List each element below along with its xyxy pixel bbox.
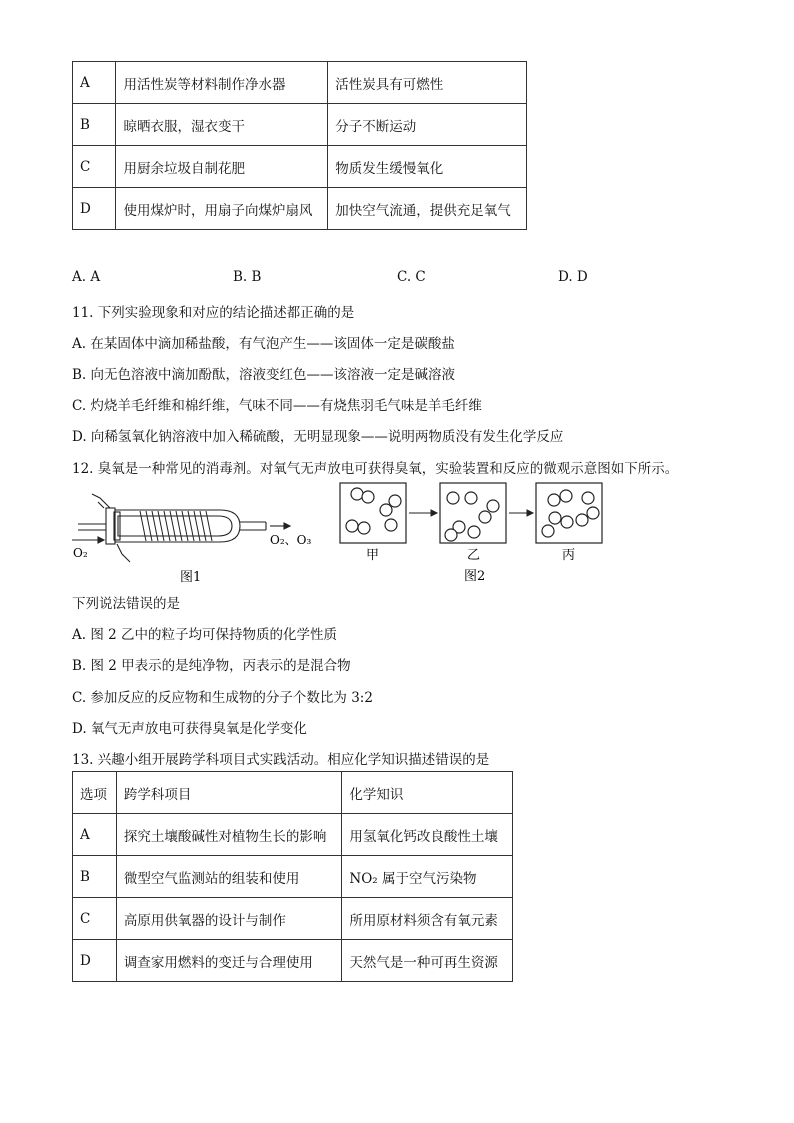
q11-option-c[interactable]: C. 灼烧羊毛纤维和棉纤维，气味不同——有烧焦羽毛气味是羊毛纤维 xyxy=(72,398,482,414)
table-row xyxy=(73,62,527,104)
q11-option-d[interactable]: D. 向稀氢氧化钠溶液中加入稀硫酸，无明显现象——说明两物质没有发生化学反应 xyxy=(72,429,564,445)
practice-cell: 用厨余垃圾自制花肥 xyxy=(116,146,328,188)
table-row xyxy=(73,146,527,188)
ozone-generator-figure xyxy=(70,490,320,590)
q12-option-a[interactable]: A. 图 2 乙中的粒子均可保持物质的化学性质 xyxy=(72,627,338,643)
table-row xyxy=(73,104,527,146)
reason-cell: 活性炭具有可燃性 xyxy=(328,62,527,104)
table-row xyxy=(73,814,513,856)
project-cell: 微型空气监测站的组装和使用 xyxy=(116,856,342,898)
option-label: C xyxy=(73,146,116,188)
q10-option-a[interactable]: A. A xyxy=(72,269,101,285)
q11-option-b[interactable]: B. 向无色溶液中滴加酚酞，溶液变红色——该溶液一定是碱溶液 xyxy=(72,367,456,383)
option-label: A xyxy=(73,814,117,856)
figure-1-caption: 图1 xyxy=(180,570,202,585)
outlet-label: O₂、O₃ xyxy=(270,533,312,547)
column-header: 选项 xyxy=(73,772,117,814)
option-label: D xyxy=(73,188,116,230)
q11-option-a[interactable]: A. 在某固体中滴加稀盐酸，有气泡产生——该固体一定是碳酸盐 xyxy=(72,336,455,352)
reason-cell: 加快空气流通，提供充足氧气 xyxy=(328,188,527,230)
option-label: B xyxy=(73,856,117,898)
box-jia xyxy=(340,483,406,543)
microscopic-diagram xyxy=(335,480,615,592)
practice-cell: 晾晒衣服，湿衣变干 xyxy=(116,104,328,146)
knowledge-cell: 天然气是一种可再生资源 xyxy=(342,940,513,982)
q13-table xyxy=(72,771,513,982)
table-row xyxy=(73,856,513,898)
label-bing: 丙 xyxy=(562,548,576,563)
q10-table xyxy=(72,61,527,230)
project-cell: 调查家用燃料的变迁与合理使用 xyxy=(116,940,342,982)
inlet-label: O₂ xyxy=(73,546,88,560)
figure-2-caption: 图2 xyxy=(464,569,486,584)
column-header: 跨学科项目 xyxy=(116,772,342,814)
table-row xyxy=(73,940,513,982)
q13-stem: 13. 兴趣小组开展跨学科项目式实践活动。相应化学知识描述错误的是 xyxy=(72,752,490,768)
table-row xyxy=(73,898,513,940)
knowledge-cell: NO₂ 属于空气污染物 xyxy=(342,856,513,898)
practice-cell: 用活性炭等材料制作净水器 xyxy=(116,62,328,104)
option-label: B xyxy=(73,104,116,146)
q12-option-d[interactable]: D. 氧气无声放电可获得臭氧是化学变化 xyxy=(72,721,307,737)
table-header-row xyxy=(73,772,513,814)
q10-option-c[interactable]: C. C xyxy=(397,269,426,285)
knowledge-cell: 用氢氧化钙改良酸性土壤 xyxy=(342,814,513,856)
q12-option-b[interactable]: B. 图 2 甲表示的是纯净物，丙表示的是混合物 xyxy=(72,658,351,674)
q12-question: 下列说法错误的是 xyxy=(72,596,180,612)
column-header: 化学知识 xyxy=(342,772,513,814)
option-label: A xyxy=(73,62,116,104)
project-cell: 探究土壤酸碱性对植物生长的影响 xyxy=(116,814,342,856)
knowledge-cell: 所用原材料须含有氧元素 xyxy=(342,898,513,940)
q10-option-d[interactable]: D. D xyxy=(558,269,588,285)
q11-stem: 11. 下列实验现象和对应的结论描述都正确的是 xyxy=(72,305,355,321)
option-label: C xyxy=(73,898,117,940)
project-cell: 高原用供氧器的设计与制作 xyxy=(116,898,342,940)
q12-stem: 12. 臭氧是一种常见的消毒剂。对氧气无声放电可获得臭氧，实验装置和反应的微观示意图如下所示。 xyxy=(72,461,679,477)
table-row xyxy=(73,188,527,230)
reason-cell: 物质发生缓慢氧化 xyxy=(328,146,527,188)
label-jia: 甲 xyxy=(366,548,380,563)
label-yi: 乙 xyxy=(467,548,481,563)
q12-option-c[interactable]: C. 参加反应的反应物和生成物的分子个数比为 3:2 xyxy=(72,690,373,706)
q10-option-b[interactable]: B. B xyxy=(233,269,262,285)
practice-cell: 使用煤炉时，用扇子向煤炉扇风 xyxy=(116,188,328,230)
option-label: D xyxy=(73,940,117,982)
reason-cell: 分子不断运动 xyxy=(328,104,527,146)
